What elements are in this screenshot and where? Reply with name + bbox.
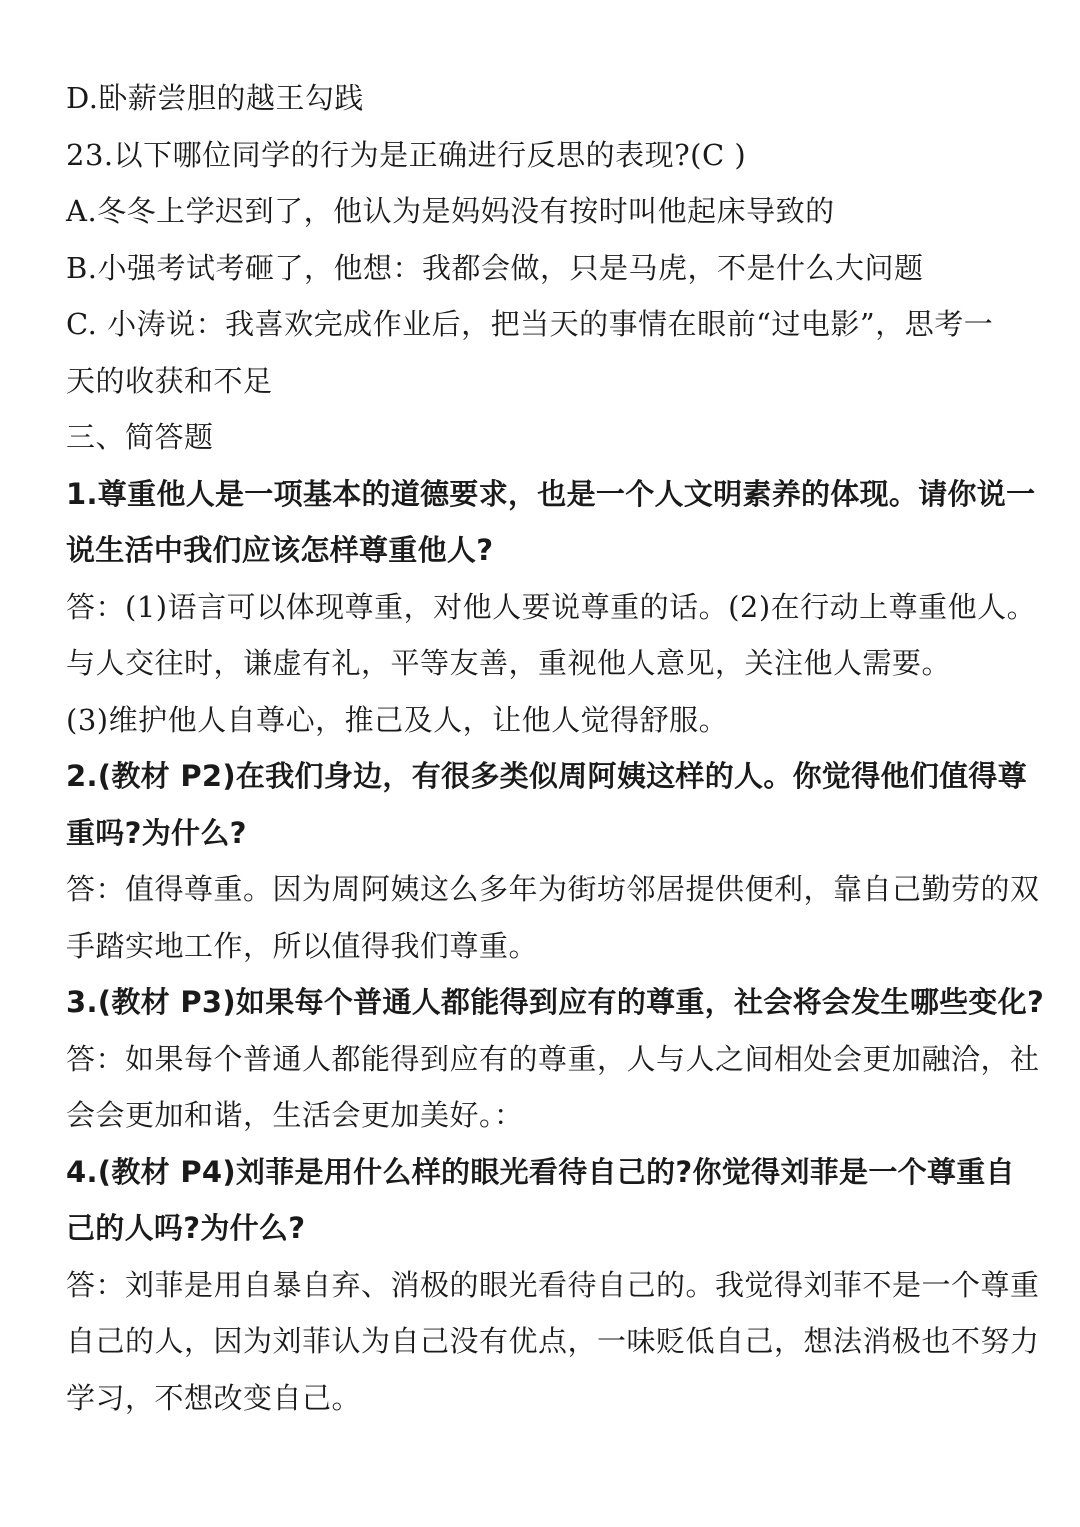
answer-3-line: 答：如果每个普通人都能得到应有的尊重，人与人之间相处会更加融洽，社	[66, 1041, 1040, 1076]
document-page	[66, 70, 1045, 1426]
option-b-line: B.小强考试考砸了，他想：我都会做，只是马虎，不是什么大问题	[66, 250, 924, 285]
option-c-line: C. 小涛说：我喜欢完成作业后，把当天的事情在眼前“过电影”，思考一	[66, 307, 994, 341]
question-1-line: 1.尊重他人是一项基本的道德要求，也是一个人文明素养的体现。请你说一	[66, 476, 1036, 511]
answer-2-line: 答：值得尊重。因为周阿姨这么多年为街坊邻居提供便利，靠自己勤劳的双	[66, 872, 1040, 906]
question-1-line-cont: 说生活中我们应该怎样尊重他人?	[66, 533, 494, 567]
option-c-line-cont: 天的收获和不足	[66, 363, 273, 398]
answer-4-line-3: 学习，不想改变自己。	[66, 1380, 362, 1415]
question-23-line: 23.以下哪位同学的行为是正确进行反思的表现?(C )	[66, 137, 747, 172]
answer-2-line-2: 手踏实地工作，所以值得我们尊重。	[66, 928, 539, 963]
question-2-line: 2.(教材 P2)在我们身边，有很多类似周阿姨这样的人。你觉得他们值得尊	[66, 759, 1028, 793]
question-2-line-cont: 重吗?为什么?	[66, 815, 247, 850]
section-heading: 三、简答题	[66, 420, 214, 454]
answer-4-line-2: 自己的人，因为刘菲认为自己没有优点，一味贬低自己，想法消极也不努力	[66, 1324, 1040, 1358]
option-a-line: A.冬冬上学迟到了，他认为是妈妈没有按时叫他起床导致的	[66, 194, 835, 228]
answer-1-line-3: (3)维护他人自尊心，推己及人，让他人觉得舒服。	[66, 702, 729, 737]
question-4-line: 4.(教材 P4)刘菲是用什么样的眼光看待自己的?你觉得刘菲是一个尊重自	[66, 1154, 1015, 1189]
answer-1-line-2: 与人交往时，谦虚有礼，平等友善，重视他人意见，关注他人需要。	[66, 646, 952, 680]
option-d-line: D.卧薪尝胆的越王勾践	[66, 81, 364, 115]
answer-4-line: 答：刘菲是用自暴自弃、消极的眼光看待自己的。我觉得刘菲不是一个尊重	[66, 1267, 1040, 1302]
answer-1-line: 答：(1)语言可以体现尊重，对他人要说尊重的话。(2)在行动上尊重他人。	[66, 589, 1037, 624]
question-4-line-cont: 己的人吗?为什么?	[66, 1211, 306, 1245]
answer-3-line-2: 会会更加和谐，生活会更加美好。：	[66, 1098, 524, 1132]
question-3-line: 3.(教材 P3)如果每个普通人都能得到应有的尊重，社会将会发生哪些变化?	[66, 985, 1045, 1019]
